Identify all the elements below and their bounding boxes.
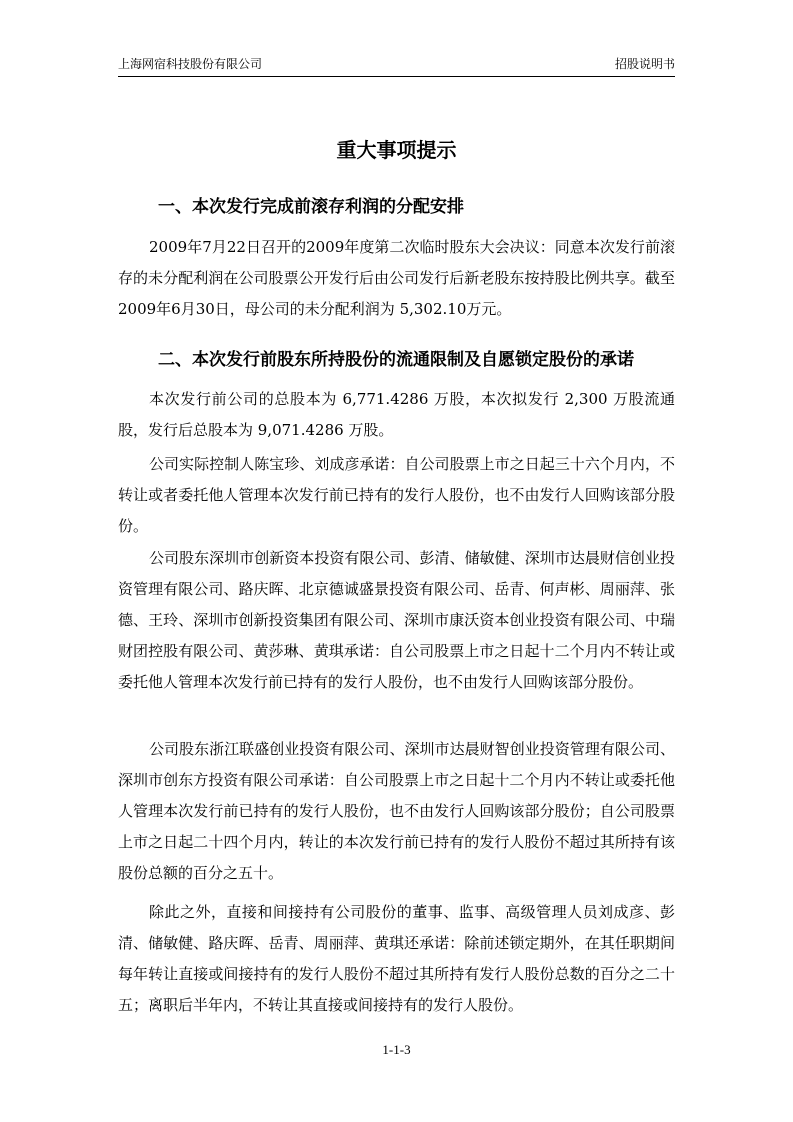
page-number: 1-1-3 (382, 1042, 411, 1057)
section-1-paragraph-1: 2009年7月22日召开的2009年度第二次临时股东大会决议：同意本次发行前滚存的未分配利润在公司股票公开发行后由公司发行后新老股东按持股比例共享。截至2009年6月30日，母公司的未分配利润为 5,302.10万元。 (118, 238, 675, 318)
section-2-paragraph-3: 公司股东深圳市创新资本投资有限公司、彭清、储敏健、深圳市达晨财信创业投资管理有限公司、路庆晖、北京德诚盛景投资有限公司、岳青、何声彬、周丽萍、张德、王玲、深圳市创新投资集团有限公司、深圳市康沃资本创业投资有限公司、中瑞财团控股有限公司、黄莎琳、黄琪承诺：自公司股票上市之日起十二个月内不转让或委托他人管理本次发行前已持有的发行人股份，也不由发行人回购该部分股份。 (118, 549, 675, 691)
section-heading-1: 一、本次发行完成前滚存利润的分配安排 (158, 197, 464, 217)
section-2-paragraph-1: 本次发行前公司的总股本为 6,771.4286 万股，本次拟发行 2,300 万股流通股，发行后总股本为 9,071.4286 万股。 (118, 390, 675, 439)
header-company: 上海网宿科技股份有限公司 (118, 57, 263, 71)
header-doc-type: 招股说明书 (614, 57, 675, 71)
section-2-paragraph-2: 公司实际控制人陈宝珍、刘成彦承诺：自公司股票上市之日起三十六个月内，不转让或者委托他人管理本次发行前已持有的发行人股份，也不由发行人回购该部分股份。 (118, 455, 675, 535)
document-title: 重大事项提示 (336, 138, 457, 162)
section-heading-2: 二、本次发行前股东所持股份的流通限制及自愿锁定股份的承诺 (158, 350, 634, 370)
section-2-paragraph-4: 公司股东浙江联盛创业投资有限公司、深圳市达晨财智创业投资管理有限公司、深圳市创东方投资有限公司承诺：自公司股票上市之日起十二个月内不转让或委托他人管理本次发行前已持有的发行人股份，也不由发行人回购该部分股份；自公司股票上市之日起二十四个月内，转让的本次发行前已持有的发行人股份不超过其所持有该股份总额的百分之五十。 (118, 740, 675, 882)
section-2-paragraph-5: 除此之外，直接和间接持有公司股份的董事、监事、高级管理人员刘成彦、彭清、储敏健、路庆晖、岳青、周丽萍、黄琪还承诺：除前述锁定期外，在其任职期间每年转让直接或间接持有的发行人股份不超过其所持有发行人股份总数的百分之二十五；离职后半年内，不转让其直接或间接持有的发行人股份。 (118, 903, 675, 1014)
page-header (118, 56, 675, 77)
